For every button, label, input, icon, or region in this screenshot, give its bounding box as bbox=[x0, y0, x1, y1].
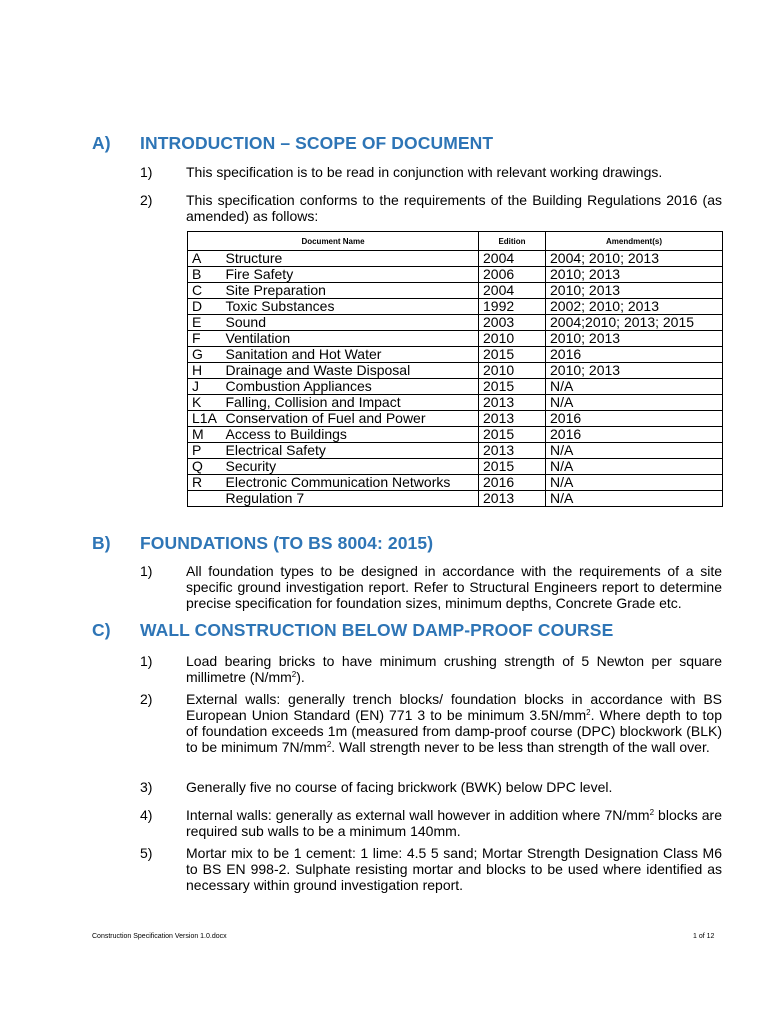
row-document-name: Sanitation and Hot Water bbox=[222, 347, 479, 363]
header-edition: Edition bbox=[479, 232, 546, 251]
row-amendments: 2010; 2013 bbox=[546, 283, 723, 299]
row-edition: 2013 bbox=[479, 411, 546, 427]
row-code bbox=[188, 491, 222, 507]
item-text: All foundation types to be designed in accordance with the requirements of a site specific ground investigation report. Refer to Structural Engineers report to determine precise specification for foundation sizes, minimum depths, Concrete Grade etc. bbox=[186, 563, 722, 611]
section-letter: C) bbox=[92, 620, 111, 640]
row-edition: 2013 bbox=[479, 443, 546, 459]
row-amendments: 2002; 2010; 2013 bbox=[546, 299, 723, 315]
row-document-name: Ventilation bbox=[222, 331, 479, 347]
row-document-name: Regulation 7 bbox=[222, 491, 479, 507]
item-number: 1) bbox=[140, 164, 153, 180]
row-code: D bbox=[188, 299, 222, 315]
row-amendments: 2004;2010; 2013; 2015 bbox=[546, 315, 723, 331]
row-document-name: Electronic Communication Networks bbox=[222, 475, 479, 491]
row-edition: 2016 bbox=[479, 475, 546, 491]
superscript: 2 bbox=[291, 670, 297, 679]
row-code: L1A bbox=[188, 411, 222, 427]
row-document-name: Drainage and Waste Disposal bbox=[222, 363, 479, 379]
row-edition: 2004 bbox=[479, 283, 546, 299]
row-amendments: N/A bbox=[546, 379, 723, 395]
superscript: 2 bbox=[649, 808, 655, 817]
row-document-name: Structure bbox=[222, 251, 479, 267]
table-body bbox=[188, 251, 723, 507]
item-text: This specification is to be read in conjunction with relevant working drawings. bbox=[186, 164, 663, 180]
row-code: Q bbox=[188, 459, 222, 475]
table-row bbox=[188, 443, 723, 459]
row-code: P bbox=[188, 443, 222, 459]
row-document-name: Access to Buildings bbox=[222, 427, 479, 443]
row-amendments: N/A bbox=[546, 491, 723, 507]
row-amendments: 2016 bbox=[546, 347, 723, 363]
row-document-name: Sound bbox=[222, 315, 479, 331]
row-code: H bbox=[188, 363, 222, 379]
row-document-name: Electrical Safety bbox=[222, 443, 479, 459]
row-document-name: Falling, Collision and Impact bbox=[222, 395, 479, 411]
row-edition: 2006 bbox=[479, 267, 546, 283]
text-part: External walls: generally trench blocks/ foundation blocks in accordance with BS European Union Standard (EN) 771 3 to be minimum 3.5N/mm bbox=[186, 691, 722, 723]
row-edition: 2004 bbox=[479, 251, 546, 267]
row-amendments: 2010; 2013 bbox=[546, 363, 723, 379]
section-title: INTRODUCTION – SCOPE OF DOCUMENT bbox=[140, 133, 494, 153]
row-document-name: Conservation of Fuel and Power bbox=[222, 411, 479, 427]
item-number: 2) bbox=[140, 691, 153, 707]
section-letter: A) bbox=[92, 133, 111, 153]
superscript: 2 bbox=[326, 740, 332, 749]
table-row bbox=[188, 363, 723, 379]
row-code: K bbox=[188, 395, 222, 411]
table-row bbox=[188, 459, 723, 475]
text-part: . Wall strength never to be less than strength of the wall over. bbox=[331, 739, 710, 755]
item-number: 4) bbox=[140, 807, 153, 823]
row-amendments: N/A bbox=[546, 443, 723, 459]
item-text: This specification conforms to the requirements of the Building Regulations 2016 (as amended) as follows: bbox=[186, 192, 722, 224]
table-row bbox=[188, 427, 723, 443]
row-code: J bbox=[188, 379, 222, 395]
row-code: M bbox=[188, 427, 222, 443]
row-edition: 2010 bbox=[479, 363, 546, 379]
row-document-name: Fire Safety bbox=[222, 267, 479, 283]
row-edition: 2015 bbox=[479, 347, 546, 363]
item-number: 5) bbox=[140, 845, 153, 861]
table-row bbox=[188, 251, 723, 267]
row-document-name: Site Preparation bbox=[222, 283, 479, 299]
item-text: Generally five no course of facing brickwork (BWK) below DPC level. bbox=[186, 779, 613, 795]
row-edition: 1992 bbox=[479, 299, 546, 315]
row-code: E bbox=[188, 315, 222, 331]
item-text bbox=[186, 807, 722, 839]
text-part: Load bearing bricks to have minimum crushing strength of 5 Newton per square millimetre (N/mm bbox=[186, 653, 722, 685]
row-document-name: Security bbox=[222, 459, 479, 475]
section-title: WALL CONSTRUCTION BELOW DAMP-PROOF COURSE bbox=[140, 620, 614, 640]
footer-page-number: 1 of 12 bbox=[693, 933, 715, 940]
table-row bbox=[188, 395, 723, 411]
item-number: 2) bbox=[140, 192, 153, 208]
header-amendments: Amendment(s) bbox=[546, 232, 723, 251]
row-edition: 2015 bbox=[479, 427, 546, 443]
item-number: 1) bbox=[140, 563, 153, 579]
table-row bbox=[188, 411, 723, 427]
row-edition: 2015 bbox=[479, 459, 546, 475]
table-row bbox=[188, 267, 723, 283]
row-code: R bbox=[188, 475, 222, 491]
row-code: B bbox=[188, 267, 222, 283]
text-part: blocks are required sub walls to be a minimum 140mm. bbox=[186, 807, 722, 839]
text-part: . Where depth to top of foundation exceeds 1m (measured from damp-proof course (DPC) blockwork (BLK) to be minimum 7N/mm bbox=[186, 707, 722, 755]
row-edition: 2013 bbox=[479, 491, 546, 507]
table-row bbox=[188, 347, 723, 363]
row-document-name: Combustion Appliances bbox=[222, 379, 479, 395]
header-document-name: Document Name bbox=[188, 232, 479, 251]
row-code: G bbox=[188, 347, 222, 363]
row-amendments: N/A bbox=[546, 395, 723, 411]
section-letter: B) bbox=[92, 533, 111, 553]
table-row bbox=[188, 315, 723, 331]
item-number: 1) bbox=[140, 653, 153, 669]
row-amendments: 2016 bbox=[546, 411, 723, 427]
item-number: 3) bbox=[140, 779, 153, 795]
superscript: 2 bbox=[586, 708, 591, 717]
row-amendments: 2010; 2013 bbox=[546, 331, 723, 347]
table-row bbox=[188, 475, 723, 491]
row-code: C bbox=[188, 283, 222, 299]
table-header-row bbox=[188, 232, 723, 251]
row-amendments: N/A bbox=[546, 459, 723, 475]
row-amendments: 2004; 2010; 2013 bbox=[546, 251, 723, 267]
row-edition: 2015 bbox=[479, 379, 546, 395]
item-text: Mortar mix to be 1 cement: 1 lime: 4.5 5 sand; Mortar Strength Designation Class M6 to BS EN 998-2. Sulphate resisting mortar and blocks to be used where identified as necessary within ground investigation report. bbox=[186, 845, 722, 893]
table-row bbox=[188, 379, 723, 395]
row-edition: 2010 bbox=[479, 331, 546, 347]
table-row bbox=[188, 331, 723, 347]
row-document-name: Toxic Substances bbox=[222, 299, 479, 315]
section-title: FOUNDATIONS (TO BS 8004: 2015) bbox=[140, 533, 434, 553]
text-part: Internal walls: generally as external wall however in addition where 7N/mm bbox=[186, 807, 650, 823]
row-edition: 2003 bbox=[479, 315, 546, 331]
row-code: A bbox=[188, 251, 222, 267]
footer-filename: Construction Specification Version 1.0.docx bbox=[92, 933, 227, 940]
row-amendments: 2016 bbox=[546, 427, 723, 443]
table-row bbox=[188, 283, 723, 299]
row-edition: 2013 bbox=[479, 395, 546, 411]
item-text bbox=[186, 691, 722, 755]
row-amendments: N/A bbox=[546, 475, 723, 491]
text-part: ). bbox=[296, 669, 305, 685]
table-row bbox=[188, 491, 723, 507]
regulations-table bbox=[187, 231, 723, 507]
row-amendments: 2010; 2013 bbox=[546, 267, 723, 283]
table-row bbox=[188, 299, 723, 315]
item-text bbox=[186, 653, 722, 685]
row-code: F bbox=[188, 331, 222, 347]
